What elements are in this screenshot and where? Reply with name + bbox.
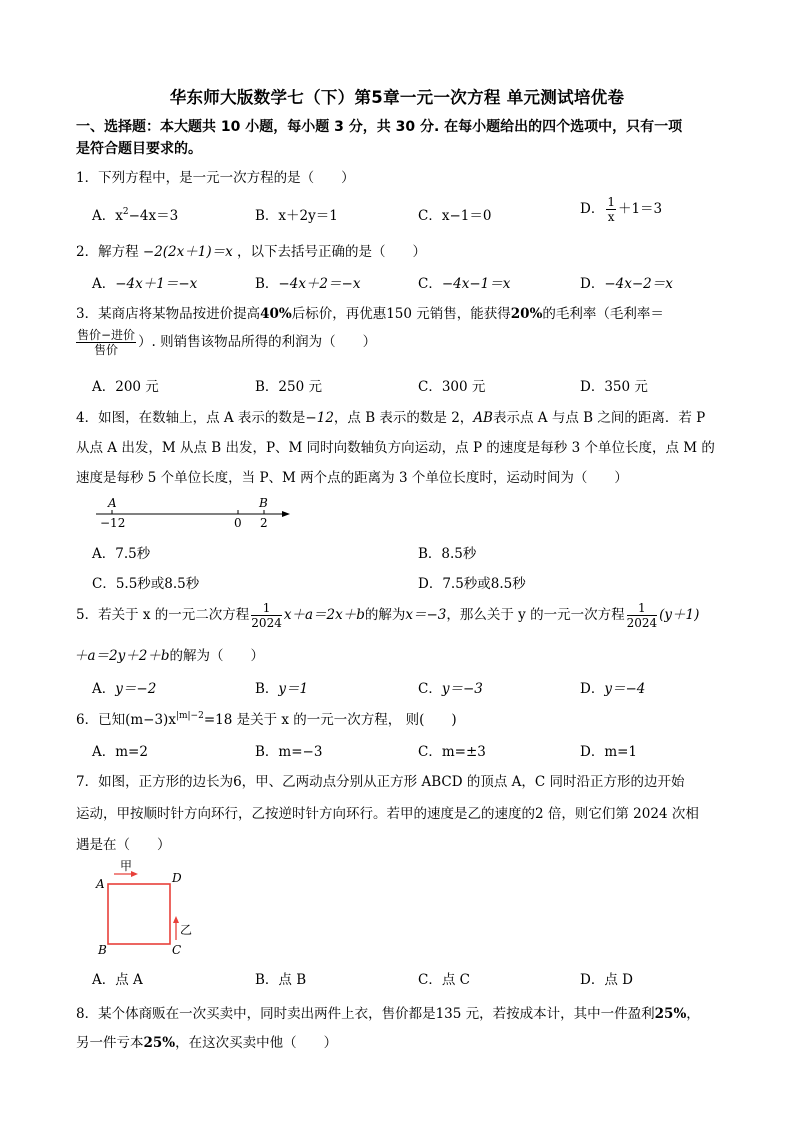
q7-option-b: B．点 B [255,972,307,988]
q5-line2: ＋a＝2y＋2＋b的解为（ ） [74,648,264,664]
q3-option-b: B．250 元 [255,379,322,395]
q8-line1: 8．某个体商贩在一次买卖中，同时卖出两件上衣，售价都是135 元，若按成本计，其中一件盈利25%， [76,1006,700,1022]
number-line-figure [90,494,300,530]
q3-line2: $\frac{\text{售价−进价}}{\text{售价}}$ ）. 则销售该物品所得的利润为（ ） [77,328,377,357]
vertex-a-label: A [96,877,105,891]
section-header-line1: 一、选择题：本大题共 10 小题，每小题 3 分，共 30 分. 在每小题给出的四个选项中，只有一项 [76,119,683,135]
vertex-d-label: D [172,871,182,885]
q7-line2: 运动，甲按顺时针方向环行，乙按逆时针方向环行。若甲的速度是乙的速度的2 倍，则它们第 2024 次相 [76,806,699,822]
q1-option-b: B．x＋2y＝1 [255,208,338,224]
arrow-up-icon [173,916,179,923]
vertex-c-label: C [172,943,182,957]
q5-line1: 5．若关于 x 的一元二次方程 $\frac{1}{2024}$ x＋a＝2x＋b的解为x＝−3，那么关于 y 的一元一次方程 $\frac{1}{2024}$ (y＋1) [76,601,700,630]
q4-option-a: A．7.5秒 [92,546,151,562]
fraction: $\frac{\text{售价−进价}}{\text{售价}}$ [77,328,136,357]
square-figure [92,858,202,958]
q5-option-b: B．y＝1 [255,681,309,697]
fraction: $\frac{1}{2024}$ [626,601,658,630]
q3-line1: 3．某商店将某物品按进价提高40%后标价，再优惠150 元销售，能获得20%的毛利率（毛利率＝ [76,306,664,322]
q8-line2: 另一件亏本25%，在这次买卖中他（ ） [76,1035,338,1051]
q6-option-a: A．m=2 [92,744,148,760]
vertex-b-label: B [98,943,107,957]
q4-line3: 速度是每秒 5 个单位长度，当 P、M 两个点的距离为 3 个单位长度时，运动时间为（ ） [76,470,628,486]
q1-option-d: D． $\frac{1}{x}$ ＋1＝3 [580,195,663,224]
tick-label-neg12: −12 [100,516,126,530]
q7-line3: 遇是在（ ） [76,837,171,853]
q4-option-b: B．8.5秒 [418,546,477,562]
q3-option-d: D．350 元 [580,379,648,395]
point-a-label: A [108,496,117,510]
q6-option-c: C．m=±3 [418,744,486,760]
arrow-right-icon [131,871,138,877]
q3-option-a: A．200 元 [92,379,159,395]
fraction: $\frac{1}{x}$ [607,195,615,224]
q1-option-c: C．x−1＝0 [418,208,492,224]
point-b-label: B [259,496,268,510]
square-abcd [108,884,170,944]
section-header-line2: 是符合题目要求的。 [76,141,202,157]
q2-option-c: C．−4x−1＝x [418,276,511,292]
q2-option-d: D．−4x−2＝x [580,276,673,292]
label-yi: 乙 [180,923,193,937]
tick-label-0: 0 [234,516,242,530]
q4-option-d: D．7.5秒或8.5秒 [418,576,526,592]
q4-line1: 4．如图，在数轴上，点 A 表示的数是−12，点 B 表示的数是 2，AB表示点 A 与点 B 之间的距离．若 P [76,410,706,426]
q2-option-b: B．−4x＋2＝−x [255,276,361,292]
q5-option-d: D．y＝−4 [580,681,646,697]
q1-option-a: A．$x^2-4x=3$ [92,207,179,224]
fraction: $\frac{1}{2024}$ [251,601,282,630]
arrow-right-icon [282,511,290,517]
q7-line1: 7．如图，正方形的边长为6，甲、乙两动点分别从正方形 ABCD 的顶点 A，C 同时沿正方形的边开始 [76,774,685,790]
q6-stem: 6．已知$(m-3)x^{|m|-2}=18$ 是关于 x 的一元一次方程， 则( ) [76,711,457,728]
q6-option-b: B．m=−3 [255,744,323,760]
q7-option-c: C．点 C [418,972,470,988]
q7-option-a: A．点 A [92,972,143,988]
q2-stem: 2．解方程 −2(2x＋1)＝x ，以下去括号正确的是（ ） [76,244,427,260]
q6-option-d: D．m=1 [580,744,638,760]
q4-line2: 从点 A 出发，M 从点 B 出发，P、M 同时向数轴负方向运动，点 P 的速度是每秒 3 个单位长度，点 M 的 [76,440,715,456]
tick-label-2: 2 [260,516,268,530]
q5-option-c: C．y＝−3 [418,681,483,697]
label-jia: 甲 [120,859,133,873]
q7-option-d: D．点 D [580,972,633,988]
section-header [76,116,756,160]
q5-option-a: A．y＝−2 [92,681,157,697]
q1-stem: 1．下列方程中，是一元一次方程的是（ ） [76,170,355,186]
q2-option-a: A．−4x＋1＝−x [92,276,198,292]
q4-option-c: C．5.5秒或8.5秒 [92,576,200,592]
page-title: 华东师大版数学七（下）第5章一元一次方程 单元测试培优卷 [169,88,625,107]
q3-option-c: C．300 元 [418,379,486,395]
